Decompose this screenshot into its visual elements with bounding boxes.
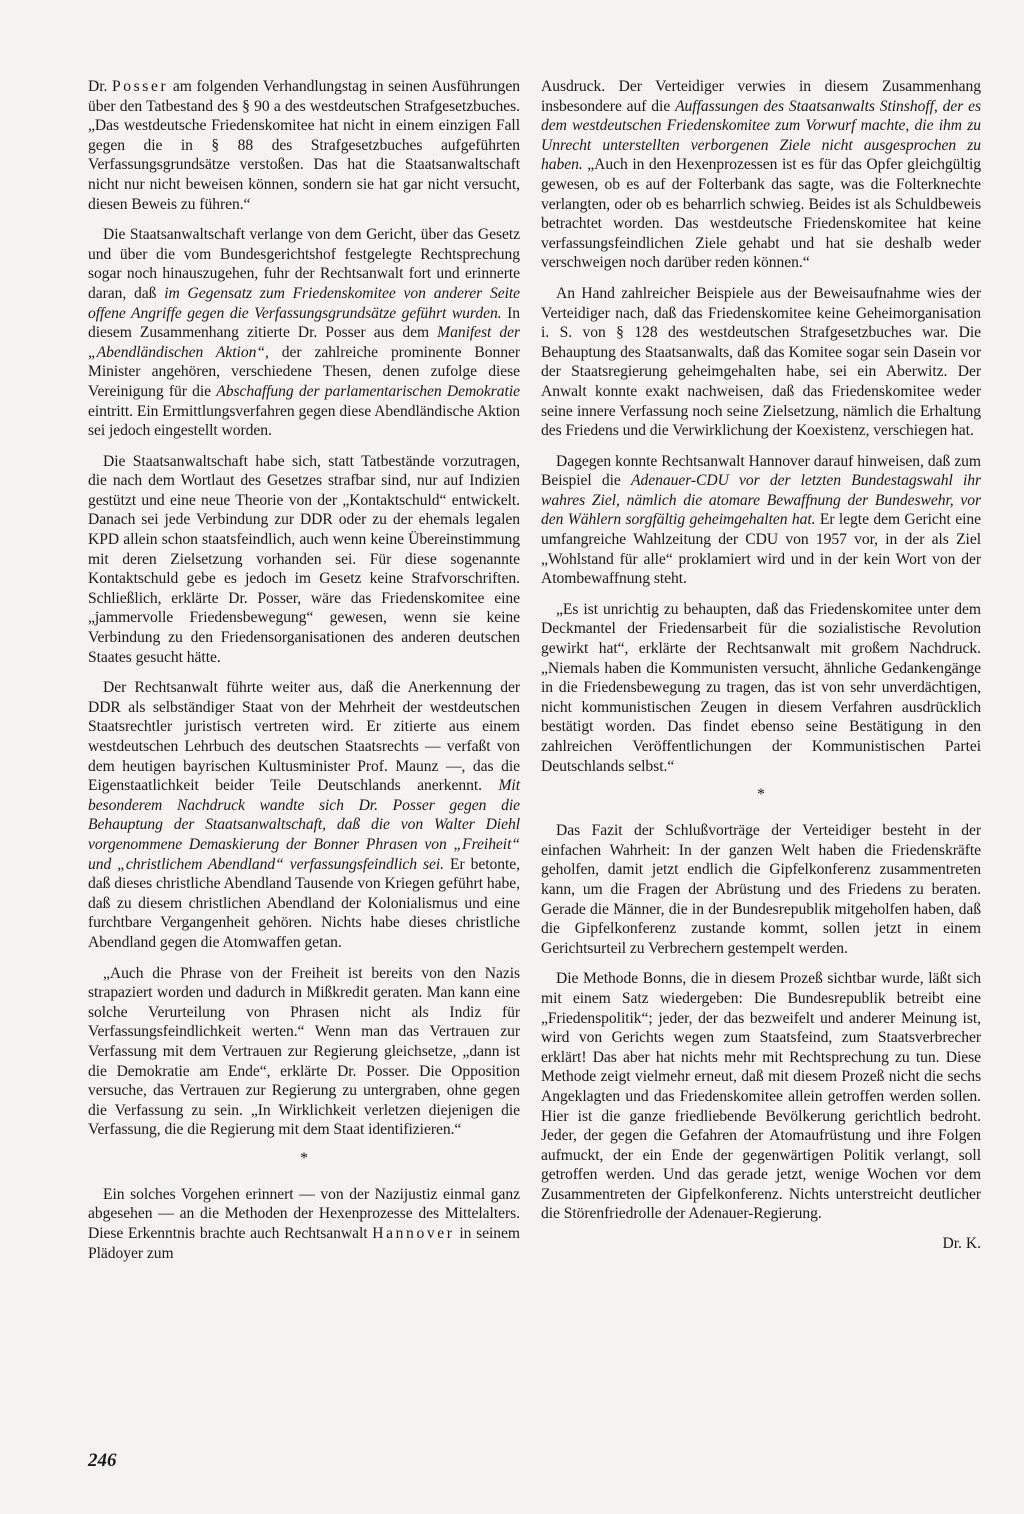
text-run: „Auch die Phrase von der Freiheit ist bereits von den Nazis strapaziert worden und dadurch in Mißkredit geraten. Man kann eine solche Verurteilung von Phrasen nicht als Indiz für Verfassungsfeindlichkeit werten.“ Wenn man das Vertrauen zur Verfassung mit dem Vertrauen zur Regierung gleichsetze, „dann ist die Demokratie am Ende“, erklärte Dr. Posser. Die Opposition versuche, das Vertrauen zur Regierung zu untergraben, ohne gegen die Verfassung zu sein. „In Wirklichkeit verletzen diejenigen die Verfassung, die die Regierung mit dem Staat identifizieren.“ <box>88 964 520 1139</box>
section-separator: * <box>300 1149 308 1167</box>
text-run: Die Staatsanwaltschaft verlange von dem Gericht, über das Gesetz und über die vom Bundesgerichtshof festgelegte Rechtsprechung sogar noch hinauszugehen, fuhr der Rechtsanwalt fort und erinnerte daran, daß <box>88 226 520 302</box>
text-run: der zahlreiche prominente Bonner Minister angehören, verschiedene Thesen, denen zufolge diese Vereinigung für die <box>88 343 520 400</box>
text-run: Der Rechtsanwalt führte weiter aus, daß die Anerkennung der DDR als selbständiger Staat von der Mehrheit der westdeutschen Staatsrechtler juristisch vertreten wird. Er zitierte aus einem westdeutschen Lehrbuch des deutschen Staatsrechts — verfaßt von dem heutigen bayrischen Kultusminister Prof. Maunz —, das die Eigenstaatlichkeit beider Teile Deutschlands anerkennt. <box>88 679 520 795</box>
paragraph <box>88 678 520 952</box>
text-run: „Auch in den Hexenprozessen ist es für das Opfer gleichgültig gewesen, ob es auf der Folterbank das sagte, was die Folterknechte verlangten, oder ob es beharrlich schwieg. Beides ist als Schuldbeweis betrachtet worden. Das westdeutsche Friedenskomitee hat keine verfassungsfeindlichen Ziele gehabt und hat sie deshalb weder verschweigen noch darüber reden können.“ <box>541 156 981 272</box>
emphasis-text: Adenauer-CDU vor der letzten Bundestagswahl ihr wahres Ziel, nämlich die atomare Bewaffnung der Bundeswehr, vor den Wählern sorgfältig geheimgehalten hat. <box>541 472 981 529</box>
text-run: Ein solches Vorgehen erinnert — von der Nazijustiz einmal ganz abgesehen — an die Methoden der Hexenprozesse des Mittelalters. Diese Erkenntnis brachte auch Rechtsanwalt <box>88 1185 520 1243</box>
text-run: Die Methode Bonns, die in diesem Prozeß sichtbar wurde, läßt sich mit einem Satz wiedergeben: Die Bundesrepublik betreibt eine „Friedenspolitik“; jeder, der das bezweifelt und anderer Meinung ist, wird von Gerichts wegen zum Staatsfeind, zum Staatsverbrecher erklärt! Das aber hat nichts mehr mit Rechtsprechung zu tun. Diese Methode zeigt vielmehr erneut, daß mit diesem Prozeß nicht die sechs Angeklagten und das Friedenskomitee allein getroffen werden sollen. Hier ist die ganze friedliebende Bevölkerung gerichtlich bedroht. Jeder, der gegen die Gefahren der Atomaufrüstung und ihre Folgen aufmuckt, der ein Ende der gegenwärtigen Politik verlangt, soll getroffen werden. Und das gerade jetzt, wenige Wochen vor dem Zusammentreten der Gipfelkonferenz. Nichts unterstreicht deutlicher die Störenfriedrolle der Adenauer-Regierung. <box>541 970 981 1223</box>
paragraph <box>541 284 981 441</box>
paragraph <box>541 969 981 1224</box>
text-run: Ausdruck. Der Verteidiger verwies in diesem Zusammenhang insbesondere auf die <box>541 78 981 115</box>
paragraph <box>88 964 520 1140</box>
paragraph <box>541 77 981 273</box>
text-run: eintritt. Ein Ermittlungsverfahren gegen diese Abendländische Aktion sei jedoch eingestellt worden. <box>88 402 520 440</box>
text-run: Er legte dem Gericht eine umfangreiche Wahlzeitung der CDU von 1957 vor, in der als Ziel „Wohlstand für alle“ proklamiert wird und in der kein Wort von der Atombewaffnung steht. <box>541 511 981 588</box>
text-run: am folgenden Verhandlungstag in seinen Ausführungen über den Tatbestand des § 90 a des westdeutschen Strafgesetzbuches. „Das westdeutsche Friedenskomitee hat nicht in einem einzigen Fall gegen die in § 88 des Strafgesetzbuches aufgeführten Verfassungsgrundsätze verstoßen. Das hat die Staatsanwaltschaft nicht nur nicht beweisen können, sondern sie hat gar nicht versucht, diesen Beweis zu führen.“ <box>88 78 520 213</box>
section-separator: * <box>757 786 765 804</box>
emphasis-text: Mit besonderem Nachdruck wandte sich Dr. Posser gegen die Behauptung der Staatsanwaltschaft, daß die von Walter Diehl vorgenommene Demaskierung der Bonner Phrasen von „Freiheit“ und „christlichem Abendland“ verfassungsfeindlich sei. <box>88 777 520 873</box>
paragraph <box>541 600 981 776</box>
text-run: Das Fazit der Schlußvorträge der Verteidiger besteht in der einfachen Wahrheit: In der ganzen Welt haben die Friedenskräfte geholfen, damit jetzt endlich die Gipfelkonferenz zusammentreten kann, um die Fragen der Abrüstung und des Friedens zu beraten. Gerade die Männer, die in der Bundesrepublik mitgeholfen haben, daß die Gipfelkonferenz zustande kommt, sollen jetzt in einem Gerichtsurteil zu Verbrechern gestempelt werden. <box>541 822 981 957</box>
paragraph <box>541 452 981 589</box>
page-number: 246 <box>88 1450 117 1471</box>
emphasis-text: Abschaffung der parlamentarischen Demokratie <box>216 382 520 400</box>
text-run: In diesem Zusammenhang zitierte Dr. Posser aus dem <box>88 304 520 342</box>
emphasis-text: Auffassungen des Staatsanwalts Stinshoff, der es dem westdeutschen Friedenskomitee zum Vorwurf machte, die ihm zu Unrecht unterstellten verborgenen Ziele nicht ausgesprochen zu haben. <box>541 97 981 174</box>
paragraph <box>541 821 981 958</box>
text-run: Dr. <box>88 78 112 95</box>
text-run: in seinem Plädoyer zum <box>88 1225 520 1262</box>
text-run: Er betonte, daß dieses christliche Abendland Tausende von Kriegen geführt habe, daß zu diesem christlichen Abendland der Kolonialismus und eine furchtbare Vergangenheit gehören. Nichts habe dieses christliche Abendland gegen die Atomwaffen getan. <box>88 855 520 951</box>
spaced-name: Posser <box>111 78 169 95</box>
spaced-name: Hannover <box>372 1225 455 1243</box>
author-signature: Dr. K. <box>942 1235 981 1253</box>
right-column <box>541 77 981 1253</box>
text-run: An Hand zahlreicher Beispiele aus der Beweisaufnahme wies der Verteidiger nach, daß das Friedenskomitee keine Geheimorganisation i. S. von § 128 des westdeutschen Strafgesetzbuches war. Die Behauptung des Staatsanwalts, daß das Komitee sogar sein Dasein vor der Staatsregierung geheimgehalten habe, sei ein Aberwitz. Der Anwalt konnte exakt nachweisen, daß das Friedenskomitee weder seine innere Verfassung noch seine Zielsetzung, nämlich die Erhaltung des Friedens und die Verwirklichung der Koexistenz, verschiegen hat. <box>541 284 981 440</box>
paragraph <box>88 452 520 668</box>
text-run: „Es ist unrichtig zu behaupten, daß das Friedenskomitee unter dem Deckmantel der Friedensarbeit für die sozialistische Revolution gewirkt hat“, erklärte der Rechtsanwalt mit großem Nachdruck. „Niemals haben die Kommunisten versucht, ähnliche Gedankengänge in die Friedensbewegung zu tragen, das ist von sehr unverdächtigen, nicht kommunistischen Zeugen in diesem Verfahren ausdrücklich bestätigt worden. Das findet ebenso seine Bestätigung in den zahlreichen Veröffentlichungen der Kommunistischen Partei Deutschlands selbst.“ <box>541 600 981 775</box>
paragraph <box>88 225 520 441</box>
paragraph <box>88 77 520 214</box>
left-column <box>88 77 520 1274</box>
emphasis-text: im Gegensatz zum Friedenskomitee von anderer Seite offene Angriffe gegen die Verfassungsgrundsätze geführt wurden. <box>88 284 521 322</box>
text-run: Die Staatsanwaltschaft habe sich, statt Tatbestände vorzutragen, die nach dem Wortlaut des Gesetzes strafbar sind, nur auf Indizien gestützt und eine neue Theorie von der „Kontaktschuld“ entwickelt. Danach sei jede Verbindung zur DDR oder zu der ehemals legalen KPD allein schon staatsfeindlich, auch wenn keine Übereinstimmung mit deren Zielsetzung vorhanden sei. Für diese sogenannte Kontaktschuld gebe es jedoch im Gesetz keine Strafvorschriften. Schließlich, erklärte Dr. Posser, wäre das Friedenskomitee eine „jammervolle Friedensbewegung“ gewesen, wenn sie keine Verbindung zu den Friedensorganisationen des anderen deutschen Staates gesucht hätte. <box>88 452 520 666</box>
text-run: Dagegen konnte Rechtsanwalt Hannover darauf hinweisen, daß zum Beispiel die <box>541 452 981 490</box>
emphasis-text: Manifest der „Abendländischen Aktion“, <box>88 324 521 361</box>
paragraph <box>88 1185 520 1263</box>
